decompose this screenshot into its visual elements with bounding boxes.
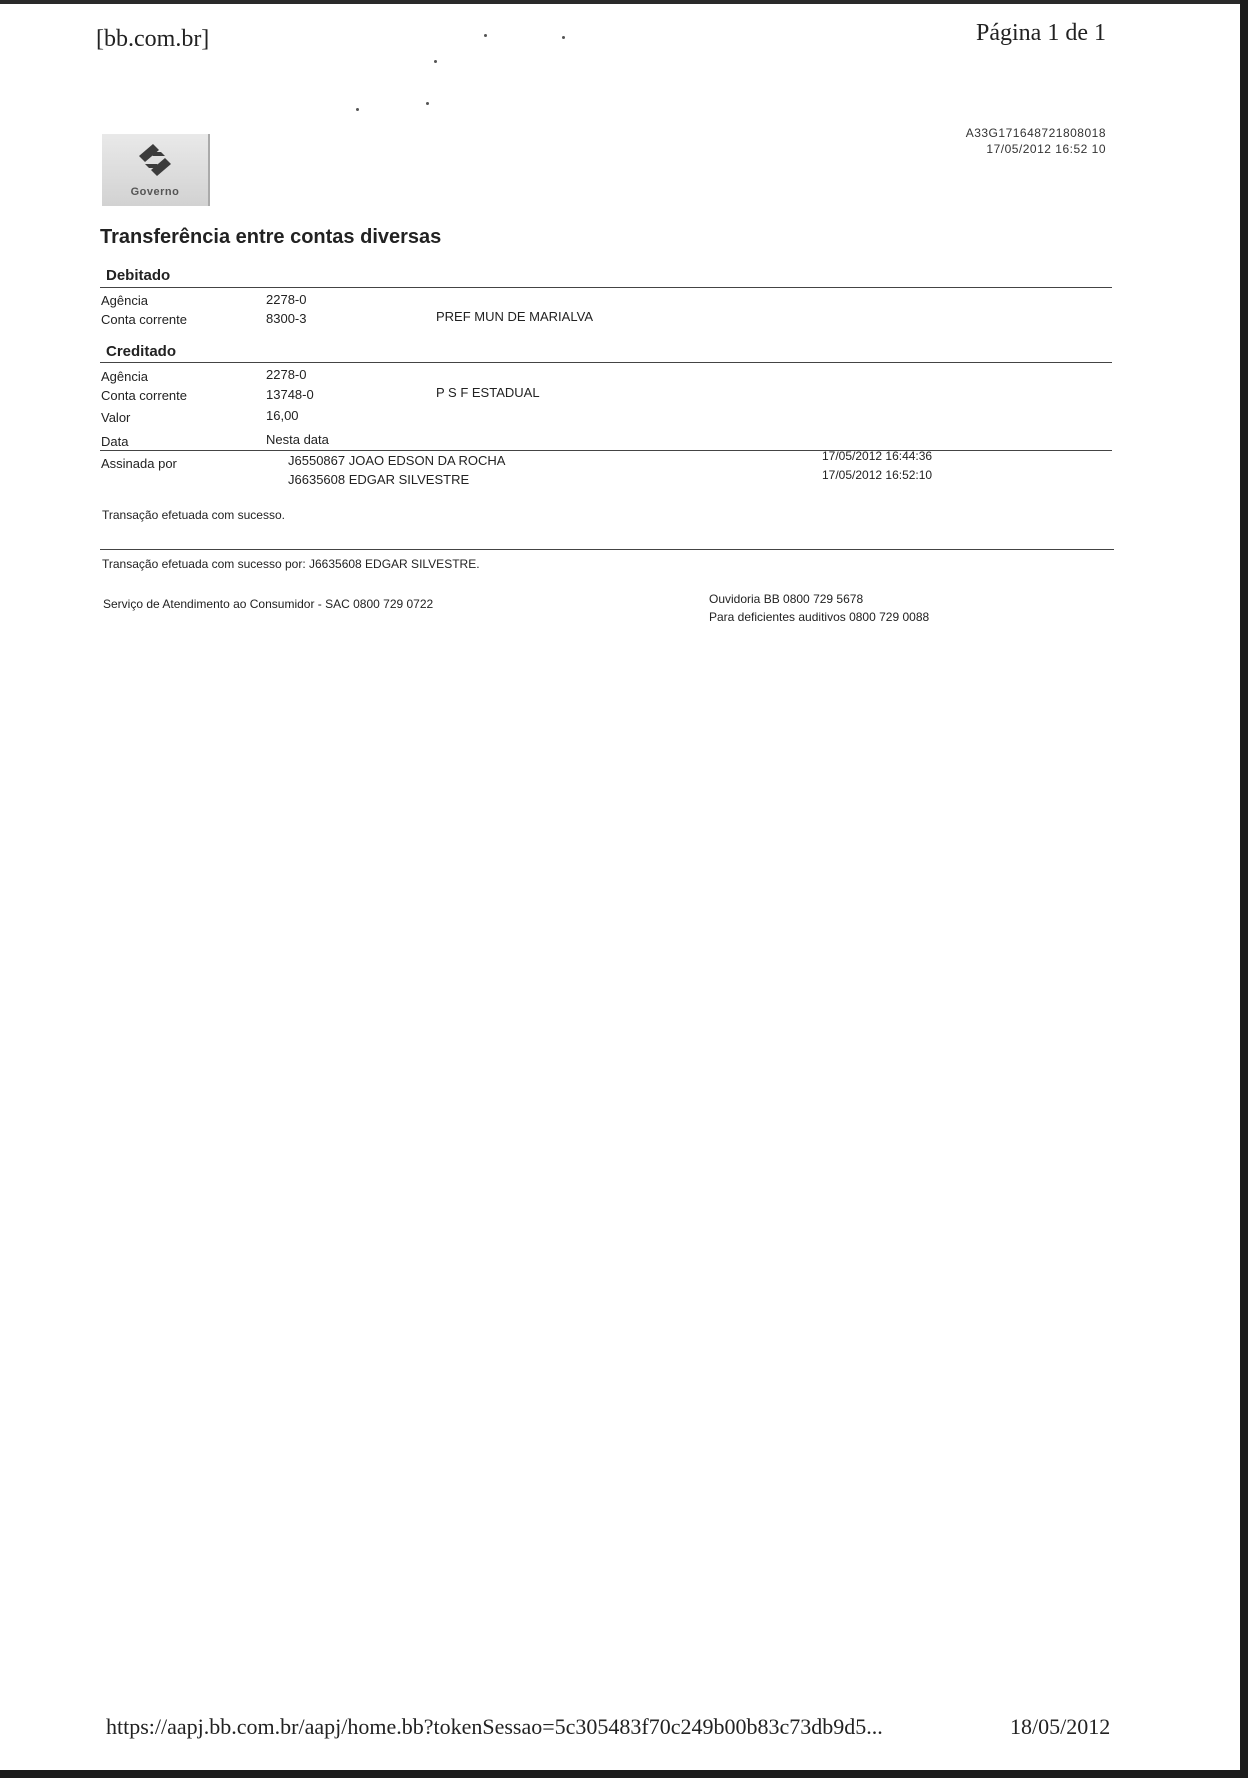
data-value: Nesta data	[266, 432, 329, 447]
debitado-divider	[100, 287, 1112, 288]
print-footer-date: 18/05/2012	[1010, 1714, 1111, 1739]
valor-label: Valor	[101, 410, 131, 425]
creditado-agencia-label: Agência	[101, 369, 148, 384]
logo-label: Governo	[130, 186, 180, 198]
scan-speck	[356, 108, 359, 111]
signer-datetime: 17/05/2012 16:52:10	[822, 468, 933, 482]
assinada-label: Assinada por	[101, 456, 177, 471]
creditado-agencia-value: 2278-0	[266, 367, 307, 382]
status-message: Transação efetuada com sucesso.	[102, 508, 285, 522]
scan-top-edge	[0, 0, 1248, 4]
debitado-conta-label: Conta corrente	[101, 312, 187, 327]
scan-speck	[484, 34, 487, 37]
page-title: Transferência entre contas diversas	[100, 226, 442, 248]
print-footer-url: https://aapj.bb.com.br/aapj/home.bb?tokenSessao=5c305483f70c249b00b83c73db9d5...	[106, 1714, 883, 1739]
status-by-message: Transação efetuada com sucesso por: J6635608 EDGAR SILVESTRE.	[102, 557, 480, 571]
scan-speck	[562, 36, 565, 39]
debitado-heading: Debitado	[106, 267, 171, 284]
debitado-agencia-label: Agência	[101, 293, 148, 308]
data-label: Data	[101, 434, 129, 449]
creditado-conta-value: 13748-0	[266, 387, 314, 402]
print-header-page: Página 1 de 1	[976, 20, 1106, 46]
debitado-holder: PREF MUN DE MARIALVA	[436, 309, 593, 324]
scan-right-edge	[1240, 0, 1248, 1778]
signer-name: J6550867 JOAO EDSON DA ROCHA	[288, 453, 506, 468]
transaction-id: A33G171648721808018	[965, 126, 1106, 140]
scan-speck	[426, 102, 429, 105]
deficientes-contact: Para deficientes auditivos 0800 729 0088	[709, 610, 930, 624]
sac-contact: Serviço de Atendimento ao Consumidor - SAC 0800 729 0722	[103, 597, 434, 611]
signer-name: J6635608 EDGAR SILVESTRE	[288, 472, 470, 487]
creditado-divider	[100, 362, 1112, 363]
creditado-holder: P S F ESTADUAL	[436, 385, 540, 400]
scan-bottom-edge	[0, 1770, 1248, 1778]
governo-logo	[102, 134, 210, 206]
valor-value: 16,00	[266, 408, 299, 423]
assinada-divider	[100, 450, 1112, 451]
status-divider	[100, 549, 1114, 550]
transaction-datetime: 17/05/2012 16:52 10	[986, 142, 1106, 156]
ouvidoria-contact: Ouvidoria BB 0800 729 5678	[709, 592, 864, 606]
debitado-conta-value: 8300-3	[266, 311, 307, 326]
signer-datetime: 17/05/2012 16:44:36	[822, 449, 933, 463]
creditado-heading: Creditado	[106, 343, 177, 360]
print-header-site: [bb.com.br]	[96, 26, 210, 52]
scan-speck	[434, 60, 437, 63]
bb-logo-icon	[102, 134, 208, 186]
creditado-conta-label: Conta corrente	[101, 388, 187, 403]
debitado-agencia-value: 2278-0	[266, 292, 307, 307]
